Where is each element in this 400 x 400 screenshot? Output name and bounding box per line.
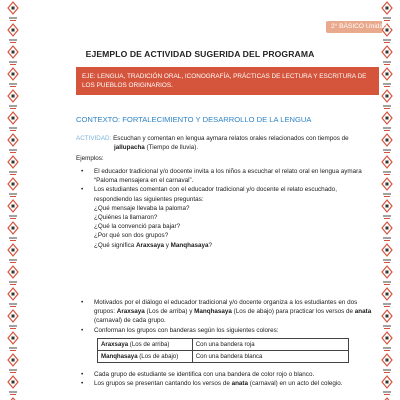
question-text: y xyxy=(164,241,171,249)
list-item xyxy=(76,326,376,335)
bullet-icon: • xyxy=(81,326,84,334)
list-item xyxy=(76,185,376,249)
eje-text: EJE: LENGUA, TRADICIÓN ORAL, ICONOGRAFÍA, PRÁCTICAS DE LECTURA Y ESCRITURA DE LOS PUEBLOS ORIGINARIOS. xyxy=(82,73,367,89)
question-line: ¿Qué la convenció para bajar? xyxy=(94,223,181,231)
table-row xyxy=(98,339,349,351)
aymara-pattern-icon xyxy=(7,0,19,400)
bullet-icon: • xyxy=(81,299,84,306)
bullet-icon: • xyxy=(81,380,84,388)
decorative-border-right xyxy=(381,0,393,400)
examples-list-1 xyxy=(76,167,376,250)
item-text: El educador tradicional y/o docente invita a los niños a escuchar el relato oral en lengua aymara “Paloma mensajera en el carnaval”. xyxy=(94,168,362,185)
item-term: anata xyxy=(231,380,249,388)
list-item xyxy=(76,370,376,379)
item-term: anata xyxy=(354,308,372,316)
question-line: ¿Qué mensaje llevaba la paloma? xyxy=(94,204,190,212)
item-text: (Los de abajo) para practicar los versos de xyxy=(231,308,355,316)
group-name: Manqhasaya xyxy=(101,352,138,360)
group-name: Araxsaya xyxy=(101,340,129,348)
bullet-icon: • xyxy=(81,371,84,378)
item-text: Los estudiantes comentan con el educador tradicional y/o docente el relato escuchado, respondiendo las siguientes preguntas: xyxy=(94,186,337,203)
table-cell xyxy=(98,339,193,351)
activity-text-1: Escuchan y comentan en lengua aymara relatos orales relacionados con tiempos de xyxy=(111,135,349,142)
bullet-icon: • xyxy=(81,168,84,175)
activity-term: jallupacha xyxy=(114,144,145,151)
list-item xyxy=(76,379,376,388)
question-text: ? xyxy=(208,241,212,249)
question-line: ¿Quiénes la llamaron? xyxy=(94,214,158,222)
grade-unit-label: 2° BÁSICO Unidad 1 xyxy=(331,23,393,30)
item-text: Motivados por el diálogo el educador tradicional y/o docente organiza a los estudiantes en dos grupos: xyxy=(94,299,358,316)
examples-list-2 xyxy=(76,298,376,335)
page-title: EJEMPLO DE ACTIVIDAD SUGERIDA DEL PROGRAMA xyxy=(85,49,315,59)
groups-table xyxy=(97,338,349,363)
table-cell xyxy=(98,351,193,363)
item-text: Cada grupo de estudiante se identifica con una bandera de color rojo o blanco. xyxy=(94,371,315,378)
aymara-pattern-icon xyxy=(381,0,393,400)
context-heading: CONTEXTO: FORTALECIMIENTO Y DESARROLLO DE LA LENGUA xyxy=(76,115,312,124)
grade-unit-tab xyxy=(326,21,393,33)
table-row xyxy=(98,351,349,363)
question-term: Araxsaya xyxy=(136,241,165,249)
examples-list-3 xyxy=(76,370,376,388)
activity-text-2: (Tiempo de lluvia). xyxy=(144,144,199,151)
group-gloss: (Los de arriba) xyxy=(128,340,170,348)
item-text: (carnaval) de cada grupo. xyxy=(94,317,166,325)
item-term: Manqhasaya xyxy=(194,308,232,316)
activity-label: ACTIVIDAD: xyxy=(76,135,112,142)
question-text: ¿Qué significa xyxy=(94,241,136,249)
activity-line-2 xyxy=(76,143,376,152)
item-text: (Los de arriba) y xyxy=(144,308,195,316)
question-term: Manqhasaya xyxy=(170,241,209,249)
bullet-icon: • xyxy=(81,186,84,194)
item-text: (carnaval) en un acto del colegio. xyxy=(248,380,343,388)
question-line: ¿Por qué son dos grupos? xyxy=(94,232,169,240)
question-line xyxy=(94,241,376,250)
table-cell: Con una bandera roja xyxy=(192,339,348,351)
list-item xyxy=(76,167,376,185)
item-term: Araxsaya xyxy=(116,308,145,316)
activity-description xyxy=(76,134,376,152)
ejemplos-label: Ejemplos: xyxy=(76,155,104,162)
item-text: Los grupos se presentan cantando los versos de xyxy=(94,380,232,388)
table-cell: Con una bandera blanca xyxy=(192,351,348,363)
list-item xyxy=(76,298,376,326)
decorative-border-left xyxy=(7,0,19,400)
item-text: Conforman los grupos con banderas según los siguientes colores: xyxy=(94,326,279,334)
eje-banner xyxy=(76,67,379,95)
group-gloss: (Los de abajo) xyxy=(137,352,179,360)
